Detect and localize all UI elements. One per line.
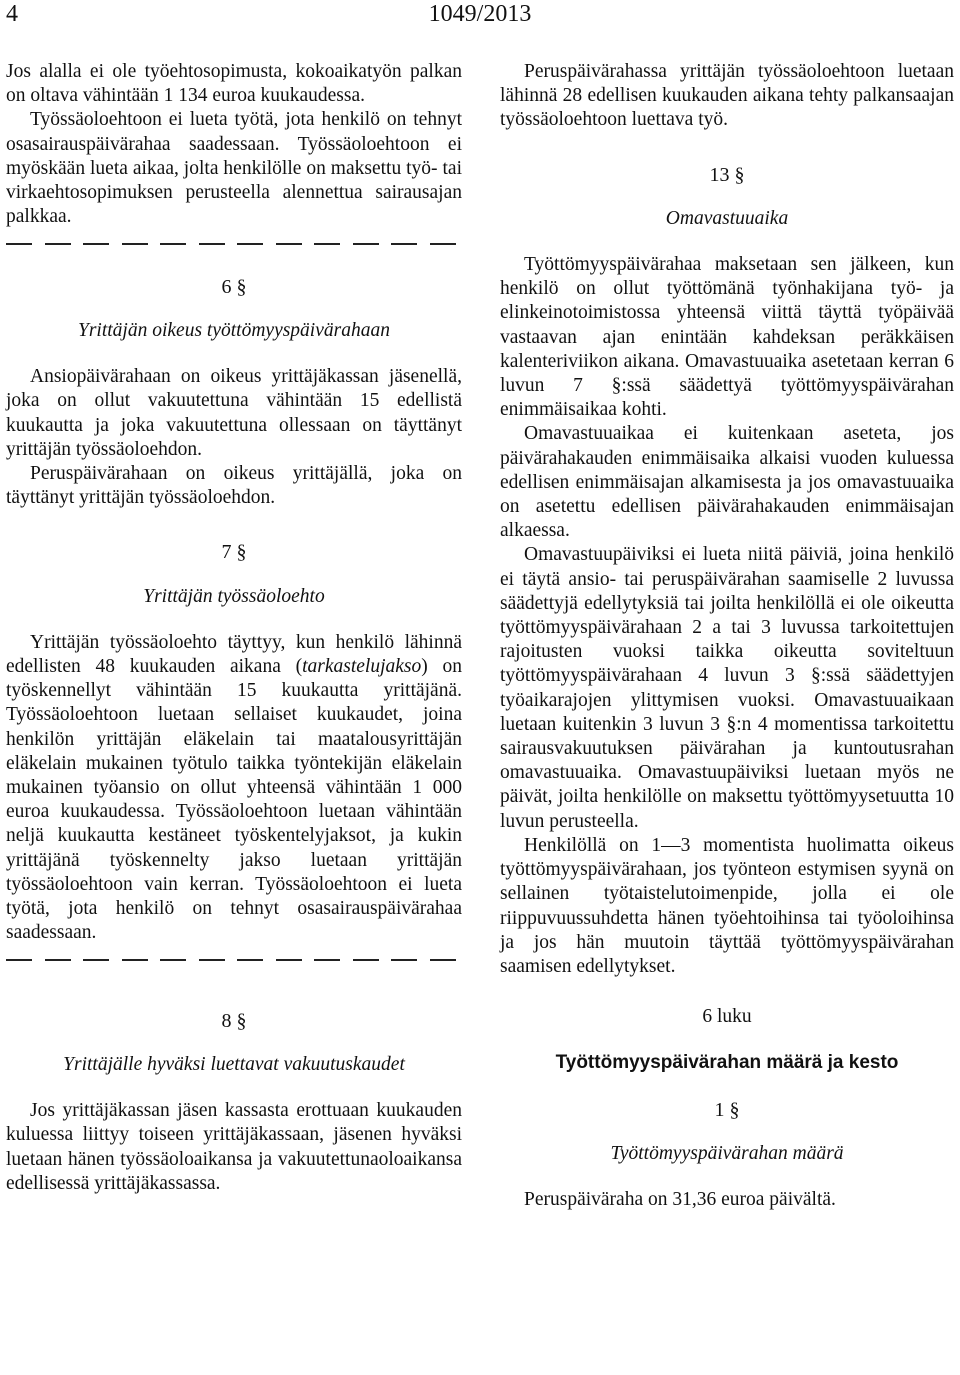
right-column <box>500 60 954 1212</box>
paragraph: Henkilöllä on 1—3 momentista huolimatta oikeus työttömyyspäivärahaan, jos työnteon estymisen syynä on sellainen työtaistelutoimenpide, jolla ei ole riippuvuussuhdetta hänen työehtoihinsa tai työoloihinsa ja jos hän muutoin täyttää työttömyyspäivärahan saamisen edellytykset. <box>500 834 954 977</box>
chapter-title: Työttömyyspäivärahan määrä ja kesto <box>555 1052 899 1074</box>
chapter-number: 6 luku <box>702 1006 752 1028</box>
paragraph: Peruspäiväraha on 31,36 euroa päivältä. <box>524 1188 836 1210</box>
paragraph: Omavastuuaikaa ei kuitenkaan aseteta, jos päivärahakauden enimmäisaika alkaisi vuoden kuluessa edellisen enimmäisajan alkamisesta ja jos omavastuuaika on asetettu edellisen päivärahakauden enimmäisajan alkaessa. <box>500 423 954 542</box>
section-number: 7 § <box>221 541 247 564</box>
section-title: Työttömyyspäivärahan määrä <box>610 1142 844 1164</box>
omission-dashes <box>6 949 456 960</box>
text-run: Yrittäjän työssäoloehto täyttyy, kun henkilö lähinnä edellisten 48 kuukauden aikana ( <box>6 631 462 677</box>
defined-term: tarkastelujakso <box>302 655 422 677</box>
section-title: Yrittäjän oikeus työttömyyspäivärahaan <box>78 319 390 341</box>
left-column <box>6 60 462 1196</box>
page-number: 4 <box>6 1 18 27</box>
paragraph: Työttömyyspäivärahaa maksetaan sen jälkeen, kun henkilö on ollut työttömänä työnhakijana työ- ja elinkeinotoimistossa yhteensä viittä täyttä työpäivää vastaavan ajan enintään kahdeksan peräkkäisen kalenteriviikon aikana. Omavastuuaika asetetaan kerran 6 luvun 7 §:ssä säädettyä työttömyyspäivärahan enimmäisaikaa kohti. <box>500 254 954 421</box>
paragraph: Omavastuupäiviksi ei lueta niitä päiviä, joina henkilö ei täytä ansio- tai peruspäivärahan saamiselle 2 luvussa säädettyjä edellytyksiä tai joilta henkilöllä ei ole oikeutta työttömyyspäivärahaan 2 a tai 3 luvussa tarkoitettujen rajoitusten vuoksi taikka oikeutta soviteltuun työttömyyspäivärahaan 4 luvun 3 §:ssä säädettyjen työaikarajojen ylittymisen vuoksi. Omavastuuaikaan luetaan kuitenkin 3 luvun 3 §:n 4 momentissa tarkoitettu sairausvakuutuksen päivärahan ja kuntoutusrahan omavastuuaika. Omavastuupäiviksi luetaan myös ne päivät, joilta henkilölle on maksettu työttömyysetuutta 10 luvun perusteella. <box>500 544 954 832</box>
section-number: 1 § <box>714 1098 740 1121</box>
text-run: ) on työskennellyt vähintään 15 kuukautta yrittäjänä. Työssäoloehtoon luetaan sellaiset kuukaudet, joina henkilön yrittäjän eläkelain tai maatalousyrittäjän eläkelain mukainen työtulo taikka työntekijän eläkelain mukainen työansio on ollut yhteensä vähintään 1 000 euroa kuukaudessa. Työssäoloehtoon luetaan vähintään neljä kuukautta kestäneet työskentelyjaksot, ja kukin yrittäjänä työskennelty jakso luetaan yrittäjän työssäoloehtoon vain kerran. Työssäoloehtoon ei lueta työtä, jota henkilö on tehnyt osasairauspäivärahaa saadessaan. <box>6 655 462 944</box>
section-title: Omavastuuaika <box>665 207 789 229</box>
section-number: 6 § <box>221 275 247 298</box>
section-title: Yrittäjälle hyväksi luettavat vakuutuskaudet <box>63 1053 405 1075</box>
paragraph: Työssäoloehtoon ei lueta työtä, jota henkilö on tehnyt osasairauspäivärahaa saadessaan. Työssäoloehtoon ei myöskään lueta aikaa, jolta henkilölle on maksettu työ- tai virkaehtosopimuksen perusteella alennettua sairausajan palkkaa. <box>6 109 462 228</box>
document-number: 1049/2013 <box>428 1 532 27</box>
section-number: 8 § <box>221 1009 247 1032</box>
omission-dashes <box>6 233 456 244</box>
paragraph: Ansiopäivärahaan on oikeus yrittäjäkassan jäsenellä, joka on ollut vakuutettuna vähintään 15 edellistä kuukautta ja joka vakuutettuna ollessaan on täyttänyt yrittäjän työssäoloehdon. <box>6 366 462 460</box>
paragraph: Jos alalla ei ole työehtosopimusta, kokoaikatyön palkan on oltava vähintään 1 134 euroa kuukaudessa. <box>6 61 462 107</box>
paragraph: Jos yrittäjäkassan jäsen kassasta erottuaan kuukauden kuluessa liittyy toiseen yrittäjäkassaan, jäsenen hyväksi luetaan hänen työssäoloaikansa ja vakuutettunaoloaikansa edellisessä yrittäjäkassassa. <box>6 1100 462 1194</box>
paragraph <box>6 631 462 946</box>
paragraph: Peruspäivärahaan on oikeus yrittäjällä, joka on täyttänyt yrittäjän työssäoloehdon. <box>6 462 462 509</box>
paragraph: Peruspäivärahassa yrittäjän työssäoloehtoon luetaan lähinnä 28 edellisen kuukauden aikana tehty palkansaajan työssäoloehtoon luettava työ. <box>500 61 954 131</box>
section-title: Yrittäjän työssäoloehto <box>143 585 325 607</box>
section-number: 13 § <box>709 163 745 186</box>
